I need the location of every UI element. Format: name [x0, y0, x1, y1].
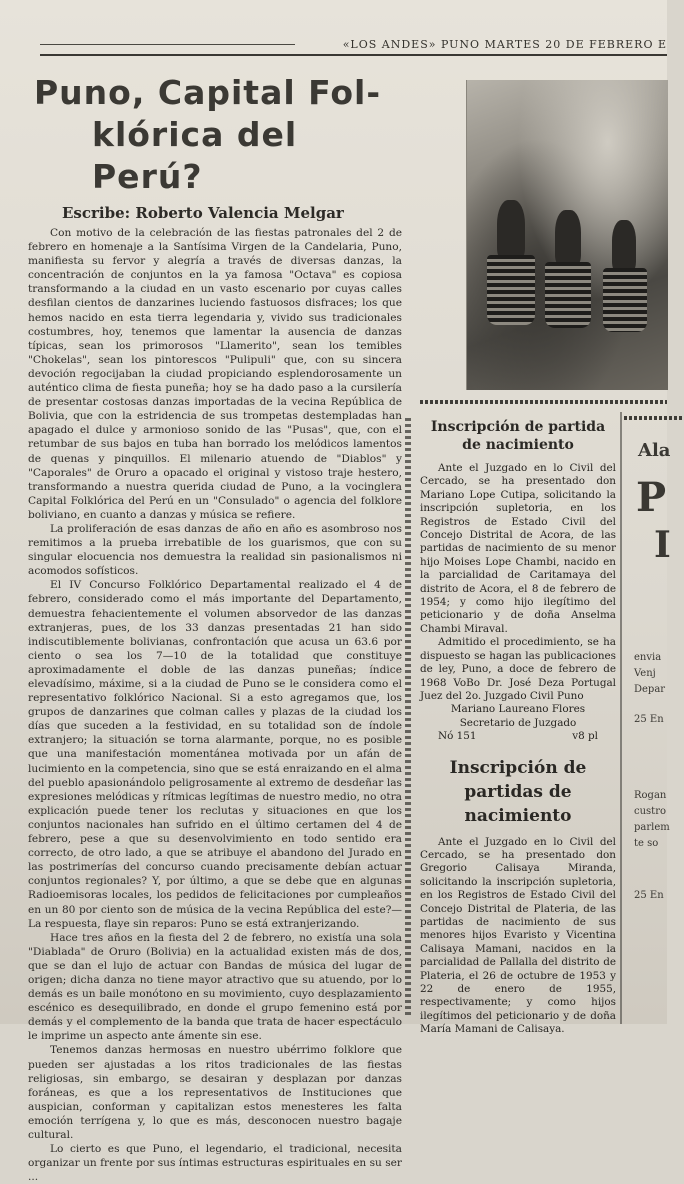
photo-skirt — [603, 268, 647, 332]
photo-skirt — [487, 255, 535, 325]
notice-1-sign-no: Nó 151 — [438, 730, 477, 743]
fragment-text: I — [654, 524, 671, 566]
article-paragraph: Lo cierto es que Puno, el legendario, el tradicional, necesita organizar un frente por sus íntimas estructuras espirituales en su ser ... — [28, 1143, 402, 1184]
photo-skirt — [545, 262, 591, 328]
notice-1-signature — [420, 703, 616, 743]
notice-1-sign-code: v8 pl — [572, 730, 598, 743]
headline-line-1: Puno, Capital Fol- — [34, 73, 382, 112]
fragment-text: envia — [634, 652, 662, 663]
fragment-text: te so — [634, 838, 659, 849]
fragment-text: Venj — [634, 668, 656, 679]
headline-line-2: klórica del Perú? — [92, 115, 298, 196]
article-paragraph: La proliferación de esas danzas de año en año es asombroso nos remitimos a la prueba irrebatible de los guarismos, que con su singular elocuencia nos demuestra la realidad sin pasionalismos ni acomodos sofísticos. — [28, 522, 402, 578]
photo-figure — [612, 220, 636, 272]
fragment-text: Rogan — [634, 790, 667, 801]
right-column-top-rule — [624, 416, 684, 420]
fragment-text: 25 En — [634, 714, 664, 725]
fragment-text: Depar — [634, 684, 666, 695]
article-paragraph: Tenemos danzas hermosas en nuestro ubérrimo folklore que pueden ser ajustadas a los ritos tradicionales de las fiestas religiosas, sin embargo, se desairan y desplazan por danzas foráneas, es que a los representativos de Instituciones que auspician, conforman y capitalizan estos menesteres les falta emoción terrígena y, lo que es más, desconocen nuestro bagaje cultural. — [28, 1044, 402, 1141]
header-text: «LOS ANDES» PUNO MARTES 20 DE FEBRERO E — [342, 38, 667, 51]
notice-1-title: Inscripción de partida de nacimiento — [430, 419, 606, 453]
right-column-rule — [620, 412, 622, 1024]
fragment-text: Ala — [638, 440, 671, 461]
fragment-text: custro — [634, 806, 666, 817]
article-paragraph: Con motivo de la celebración de las fiestas patronales del 2 de febrero en homenaje a la Santísima Virgen de la Candelaria, Puno, manifiesta su fervor y alegría a través de diversas danzas, la concentración de conjuntos en la ya famosa "Octava" es copiosa transformando a la ciudad en un vasto escenario por cuyas calles desfilan cientos de danzarines luciendo fastuosos disfraces; los que hemos nacido en esta tierra legendaria y, vivido sus tradicionales costumbres, hoy, tenemos que lamentar la ausencia de danzas típicas, sean los primorosos "Llamerito", sean los temibles "Chokelas", sean los pintorescos "Pulipuli" que, con su sincera devoción regocijaban la ciudad propiciando esplendorosamente un auténtico clima de fiesta puneña; hoy se ha dado paso a la cursilería de presentar costosas danzas importadas de la vecina República de Bolivia, que con la estridencia de sus trompetas destempladas han apagado el dulce y armonioso sonido de las "Pusas", que, con el retumbar de sus bajos en tuba han borrado los melódicos lamentos de quenas y pinquillos. El milenario atuendo de "Diablos" y "Caporales" de Oruro a opacado el original y vistoso traje hestero, transformando a nuestra querida ciudad de Puno, a la vocinglera Capital Folklórica del Perú en un "Consulado" o agencia del folklore boliviano, en cuanto a danzas y música se refiere. — [28, 227, 402, 521]
notice-1-sign-code-row — [420, 730, 616, 743]
main-article — [28, 62, 402, 1184]
notice-1-sign-name: Mariano Laureano Flores — [450, 703, 586, 716]
header-rule — [40, 44, 295, 45]
notice-1-sign-role: Secretario de Juzgado — [459, 716, 577, 729]
notice-1-body: Ante el Juzgado en lo Civil del Cercado, se ha presentado don Mariano Lope Cutipa, solicitando la inscripción supletoria, en los Registros de Estado Civil del Concejo Distrital de Acora, de las partidas de nacimiento de su menor hijo Moises Lope Chambi, nacido en la parcialidad de Caritamaya del distrito de Acora, el 8 de febrero de 1954; y como hijo ilegítimo del peticionario y de doña Anselma Chambi Miraval. — [420, 462, 616, 635]
photo-figure — [555, 210, 581, 266]
article-byline: Escribe: Roberto Valencia Melgar — [62, 204, 344, 222]
fragment-text: parlem — [634, 822, 670, 833]
notice-2-title: Inscripción de partidas de nacimiento — [449, 757, 587, 826]
clipped-right-column — [624, 412, 684, 1024]
fragment-text: 25 En — [634, 890, 664, 901]
photo-figure — [497, 200, 525, 260]
legal-notices — [420, 412, 616, 1037]
column-divider — [405, 418, 411, 1018]
fragment-text: P — [636, 474, 667, 521]
dancers-photo — [466, 80, 668, 390]
article-paragraph: El IV Concurso Folklórico Departamental realizado el 4 de febrero, considerado como el más importante del Departamento, demuestra fehacientemente el volumen absorvedor de las danzas extranjeras, pues, de los 33 danzas presentadas 21 han sido indiscutiblemente bolivianas, confrontación que acusa un 63.6 por ciento o sea los 7—10 de la totalidad que constituye aproximadamente el doble de las danzas puneñas; índice elevadísimo, máxime, si a la ciudad de Puno se le considera como el representativo folklórico Nacional. Si a esto agregamos que, los grupos de danzarines que colman calles y plazas de la ciudad los días que suceden a la festividad, en su totalidad son de índole extranjero; la situación se torna alarmante, porque, no es posible que una manifestación momentánea motivada por un afán de lucimiento en la competencia, sino que se está enraizando en el alma del pueblo apasionándolo peligrosamente al extremo de desdeñar las expresiones melódicas y rítmicas legítimas de nuestro medio, no otra explicación puede tener los reclutas y situaciones en que los conjuntos nacionales han sufrido en el último certamen del 4 de febrero, pese a que su desenvolvimiento en todo sentido era correcto, de otro lado, a que se atribuye el abandono del Jurado en las postrimerías del concurso cuando precisamente debían actuar conjuntos regionales? Y, por último, a que se debe que en algunas Radioemisoras locales, los pedidos de felicitaciones por cumpleaños en un 80 por ciento son de música de la vecina República del este?— La respuesta, flaye sin reparos: Puno se está extranjerizando. — [28, 579, 402, 930]
page-header — [40, 36, 667, 56]
notice-2-body: Ante el Juzgado en lo Civil del Cercado, se ha presentado don Gregorio Calisaya Miranda, solicitando la inscripción supletoria, en los Registros de Estado Civil del Concejo Distrital de Plateria, de las partidas de nacimiento de sus menores hijos Evaristo y Vicentina Calisaya Mamani, nacidos en la parcialidad de Pallalla del distrito de Plateria, el 26 de octubre de 1953 y 22 de enero de 1955, respectivamente; y como hijos ilegítimos del peticionario y de doña María Mamani de Calisaya. — [420, 835, 616, 1036]
photo-rule — [420, 400, 667, 404]
article-headline — [34, 72, 402, 198]
article-paragraph: Hace tres años en la fiesta del 2 de febrero, no existía una sola "Diablada" de Oruro (Bolivia) en la actualidad existen más de dos, que se dan el lujo de actuar con Bandas de música del lugar de origen; dicha danza no tiene mayor atractivo que su atuendo, por lo demás es un baile monótono en su movimiento, cuyo desplazamiento escénico es desequilibrado, en donde el grupo femenino está por demás y el complemento de la banda que trata de hacer espectáculo le imprime un aspecto ante ámente sin ese. — [28, 931, 402, 1043]
notice-1-body-2: Admitido el procedimiento, se ha dispuesto se hagan las publicaciones de ley, Puno, a doce de febrero de 1968 VoBo Dr. José Deza Portugal Juez del 2o. Juzgado Civil Puno — [420, 636, 616, 702]
